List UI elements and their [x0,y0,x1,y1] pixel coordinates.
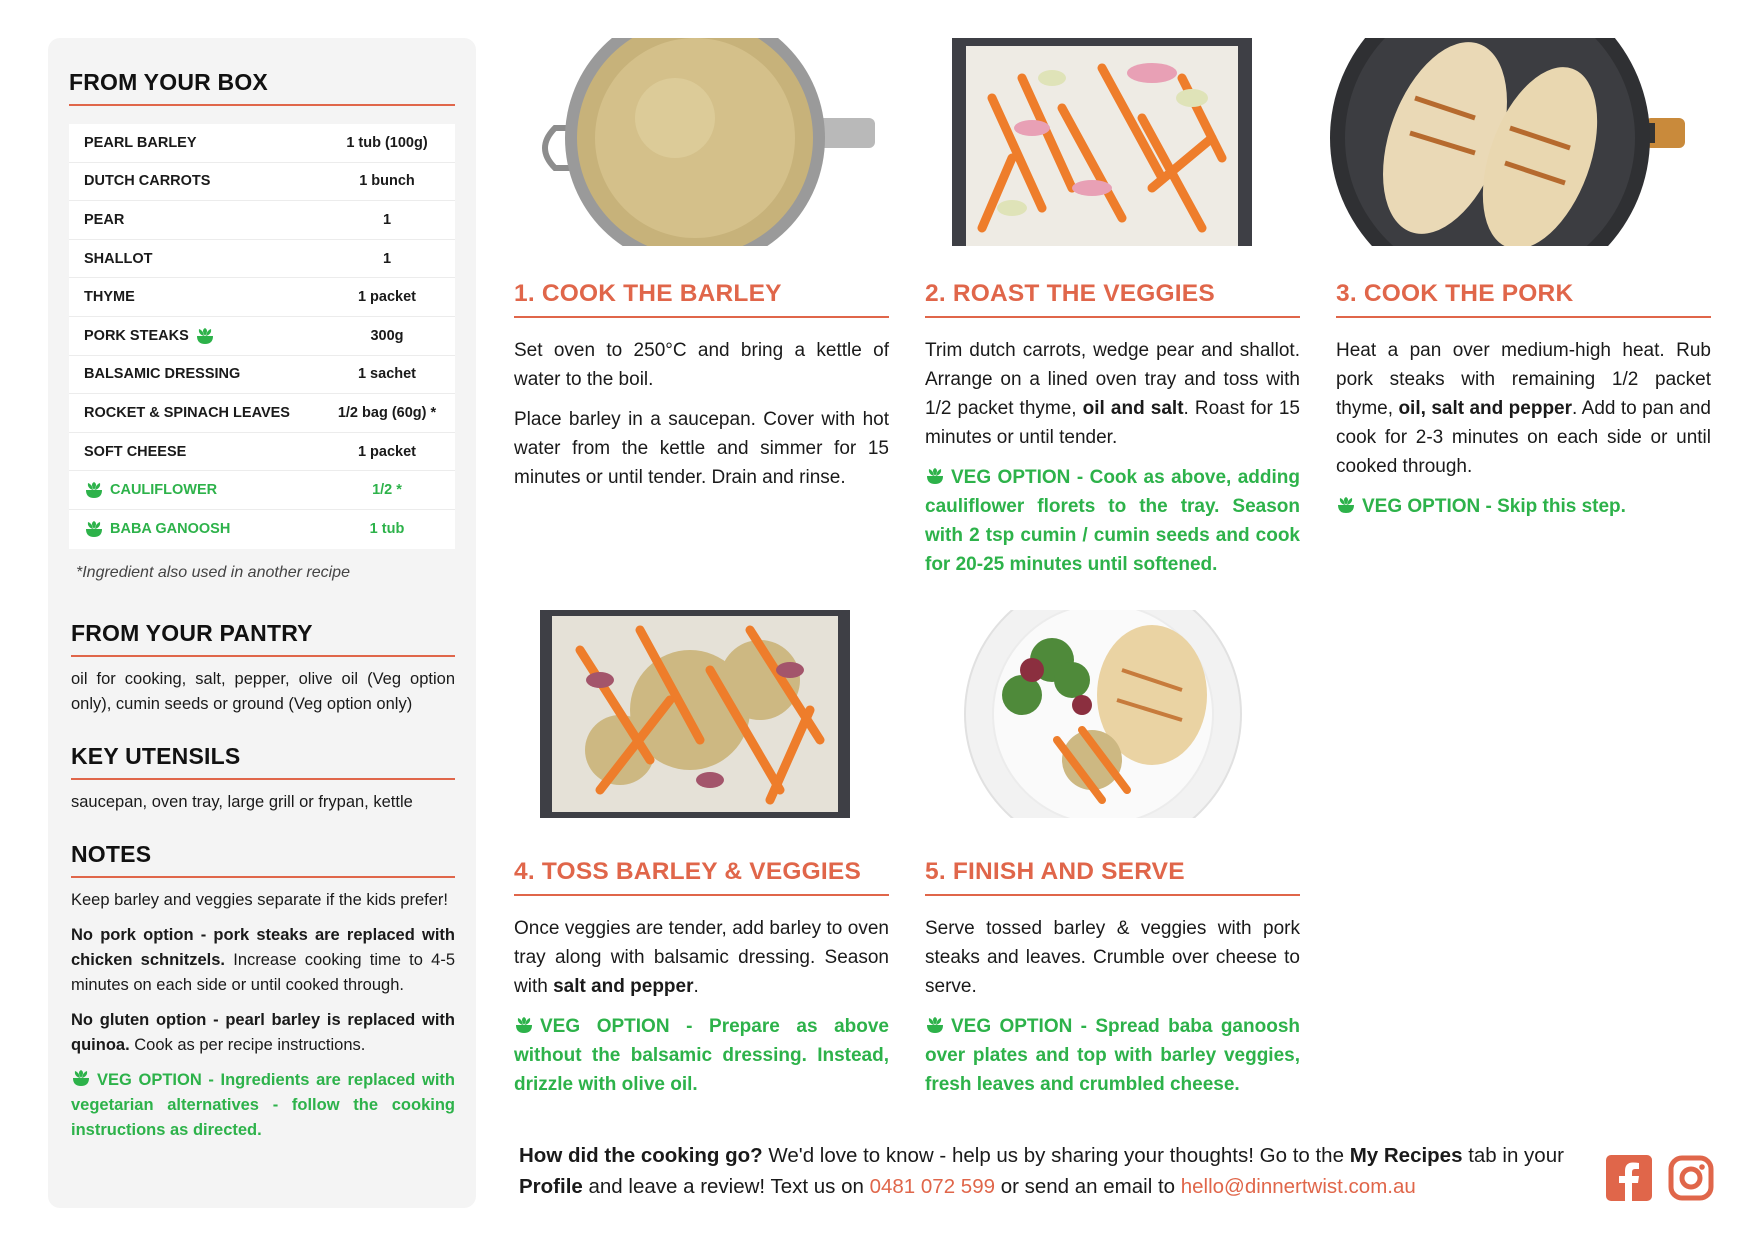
step-divider [925,316,1300,318]
leaf-icon [925,467,945,485]
ingredient-qty: 1 sachet [357,366,417,383]
step-body [925,914,1300,1099]
ingredient-name-cell [69,327,319,345]
notes-gluten-bold: No gluten option - pearl barley is replaced with quinoa. [71,1011,455,1054]
phone-link[interactable]: 0481 072 599 [869,1175,995,1198]
step-title: 4. TOSS BARLEY & VEGGIES [514,858,861,885]
step-5 [925,858,1300,1099]
notes-veg [71,1068,455,1143]
section-title: FROM YOUR PANTRY [71,620,313,646]
ingredient-qty: 1 packet [357,443,417,460]
feedback-text: and leave a review! Text us on [582,1175,870,1198]
veg-option-text: VEG OPTION - Spread baba ganoosh over plates and top with barley veggies, fresh leaves and crumbled cheese. [925,1016,1300,1095]
ingredient-qty: 1/2 * [372,482,402,499]
step-1 [514,280,889,503]
ingredient-row [69,278,455,317]
sidebar-panel [48,38,476,1208]
ingredient-qty: 1 tub [369,521,405,538]
veg-option-text: VEG OPTION - Skip this step. [1362,496,1626,517]
ingredient-qty: 1 packet [357,289,417,306]
step-divider [514,316,889,318]
step-title: 3. COOK THE PORK [1336,280,1574,307]
notes-gluten-rest: Cook as per recipe instructions. [129,1036,366,1054]
ingredient-footnote: *Ingredient also used in another recipe [76,564,350,581]
notes-veg-text: VEG OPTION - Ingredients are replaced with vegetarian alternatives - follow the cooking instructions as directed. [71,1071,455,1139]
notes-text: Keep barley and veggies separate if the kids prefer! [71,891,448,909]
ingredient-name: SHALLOT [84,250,153,267]
leaf-icon [84,481,104,499]
section-divider [71,876,455,878]
section-divider [71,655,455,657]
ingredient-row [69,201,455,240]
ingredient-qty: 1 [382,250,392,267]
notes-pork-bold: No pork option - pork steaks are replaced with chicken schnitzels. [71,926,455,969]
roast-veggies-tray-photo [952,38,1252,246]
plated-dish-photo [962,610,1244,818]
leaf-icon [195,327,215,345]
step-body [925,336,1300,579]
step-divider [514,894,889,896]
from-your-pantry-section [71,620,455,717]
feedback-text: We'd love to know - help us by sharing your thoughts! Go to the [762,1144,1350,1167]
profile-label: Profile [519,1175,583,1198]
section-title: FROM YOUR BOX [69,69,268,95]
veg-option-text: VEG OPTION - Prepare as above without the balsamic dressing. Instead, drizzle with olive oil. [514,1016,889,1095]
step-text-c: . Roast for 15 minutes or until tender. [925,398,1301,448]
instagram-icon[interactable] [1668,1155,1714,1201]
step-body [514,914,889,1099]
ingredient-row [69,394,455,433]
ingredient-name-cell [69,481,319,499]
step-text-bold: oil and salt [1082,398,1184,419]
ingredient-row [69,433,455,472]
ingredient-name: PEARL BARLEY [84,134,197,151]
ingredients-table [69,124,455,549]
ingredient-row [69,317,455,356]
veg-option [925,463,1300,579]
step-text-a: Trim dutch carrots, wedge pear and shallot. Arrange on a lined oven tray and toss with 1/2 packet thyme, [925,340,1300,419]
ingredient-name: ROCKET & SPINACH LEAVES [84,404,290,421]
veg-option [1336,492,1711,521]
step-divider [1336,316,1711,318]
section-divider [69,104,455,106]
ingredient-name: DUTCH CARROTS [84,173,211,190]
ingredient-name: PORK STEAKS [84,327,189,344]
veg-option [514,1012,889,1099]
section-title: KEY UTENSILS [71,743,241,769]
ingredient-qty: 1 tub (100g) [346,134,428,151]
step-text-bold: salt and pepper [553,976,694,997]
feedback-text: tab in your [1462,1144,1564,1167]
step-2 [925,280,1300,579]
ingredient-name: CAULIFLOWER [110,482,218,499]
leaf-icon [71,1069,91,1087]
ingredient-name-cell [69,520,319,538]
step-text-a: Heat a pan over medium-high heat. Rub pork steaks with remaining 1/2 packet thyme, [1336,340,1711,419]
ingredient-qty: 1/2 bag (60g) * [337,404,437,421]
step-title: 2. ROAST THE VEGGIES [925,280,1215,307]
section-title: NOTES [71,841,152,867]
notes-pork [71,923,455,998]
step-text-c: . [693,976,699,997]
veg-option [925,1012,1300,1099]
ingredient-qty: 1 bunch [359,173,415,190]
step-body [514,336,889,492]
leaf-icon [514,1016,534,1034]
leaf-icon [925,1016,945,1034]
ingredient-row [69,240,455,279]
step-body [1336,336,1711,521]
ingredient-name: PEAR [84,211,125,228]
my-recipes-label: My Recipes [1349,1144,1463,1167]
step-paragraph [925,336,1300,452]
step-title: 1. COOK THE BARLEY [514,280,782,307]
step-title: 5. FINISH AND SERVE [925,858,1185,885]
ingredient-row [69,356,455,395]
step-paragraph: Serve tossed barley & veggies with pork steaks and leaves. Crumble over cheese to serve. [925,918,1300,997]
from-your-box-section [69,69,455,106]
step-paragraph: Place barley in a saucepan. Cover with hot water from the kettle and simmer for 15 minutes or until tender. Drain and rinse. [514,409,889,488]
key-utensils-section [71,743,455,815]
leaf-icon [1336,496,1356,514]
feedback-question: How did the cooking go? [519,1144,763,1167]
utensils-text: saucepan, oven tray, large grill or frypan, kettle [71,793,413,811]
ingredient-name: THYME [84,289,135,306]
ingredient-row-veg [69,471,455,510]
barley-saucepan-photo [535,38,875,246]
ingredient-row [69,163,455,202]
step-paragraph [514,914,889,1001]
step-text-bold: oil, salt and pepper [1398,398,1573,419]
grilled-pork-pan-photo [1325,38,1695,246]
ingredient-name: BABA GANOOSH [110,521,231,538]
feedback-footer [519,1140,1569,1202]
pantry-text: oil for cooking, salt, pepper, olive oil (Veg option only), cumin seeds or ground (Veg option only) [71,670,455,713]
section-divider [71,778,455,780]
step-3 [1336,280,1711,521]
leaf-icon [84,520,104,538]
facebook-icon[interactable] [1606,1155,1652,1201]
veg-option-text: VEG OPTION - Cook as above, adding cauliflower florets to the tray. Season with 2 tsp cumin / cumin seeds and cook for 20-25 minutes until softened. [925,467,1300,575]
ingredient-name: SOFT CHEESE [84,443,187,460]
step-paragraph [1336,336,1711,481]
tossed-barley-veggies-tray-photo [540,610,850,818]
notes-pork-rest: Increase cooking time to 4-5 minutes on each side or until cooked through. [71,951,456,994]
feedback-text: or send an email to [995,1175,1181,1198]
step-4 [514,858,889,1099]
ingredient-qty: 1 [382,211,392,228]
ingredient-row-veg [69,510,455,549]
step-text-a: Once veggies are tender, add barley to oven tray along with balsamic dressing. Season with [514,918,889,997]
email-link[interactable]: hello@dinnertwist.com.au [1180,1175,1416,1198]
step-text-c: . Add to pan and cook for 2-3 minutes on each side or until cooked through. [1336,398,1711,477]
notes-section [71,841,455,1143]
ingredient-name: BALSAMIC DRESSING [84,366,241,383]
ingredient-qty: 300g [370,327,404,344]
notes-gluten [71,1008,455,1058]
step-divider [925,894,1300,896]
ingredient-row [69,124,455,163]
step-paragraph: Set oven to 250°C and bring a kettle of water to the boil. [514,340,889,390]
